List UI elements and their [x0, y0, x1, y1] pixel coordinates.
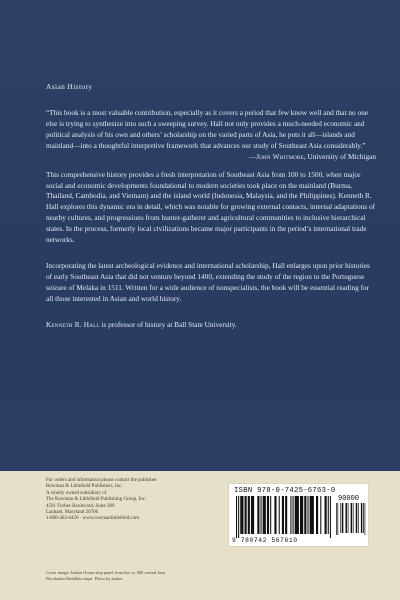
- barcode-bar: [365, 503, 366, 535]
- barcode-bar: [251, 496, 254, 534]
- barcode-bar: [238, 496, 239, 538]
- barcode-bar: [351, 503, 352, 533]
- barcode-bar: [340, 503, 341, 533]
- author-name: Kenneth R. Hall: [46, 319, 100, 329]
- barcode-bar: [300, 496, 303, 534]
- description-paragraph-1: This comprehensive history provides a fresh interpretation of Southeast Asia from 100 to 1500, when major social and economic developments foundational to modern societies took place on the mainland (Burma, Thailand, Cambodia, and Vietnam) and the island world (Indonesia, Malaysia, and the Philippines). Kenneth R. Hall explores this dynamic era in detail, which was notable for growing external contacts, internal adaptations of nearby cultures, and progressions from hunter-gatherer and agricultural communities to inclusive hierarchical states. In the process, formerly local civilizations became major participants in the period’s international trade networks.: [46, 169, 376, 245]
- publisher-line: 4501 Forbes Boulevard, Suite 200: [46, 503, 115, 509]
- barcode-bar: [330, 496, 331, 538]
- isbn-barcode: [228, 483, 369, 547]
- barcode-bar: [295, 496, 299, 534]
- publisher-line: The Rowman & Littlefield Publishing Group, Inc.: [46, 497, 147, 503]
- price-barcode-bars: [336, 503, 366, 535]
- barcode-bar: [285, 496, 287, 534]
- publisher-line: Lanham, Maryland 20706: [46, 510, 99, 516]
- barcode-bar: [279, 496, 280, 534]
- barcode-bar: [270, 496, 271, 534]
- publisher-info: [46, 478, 246, 523]
- publisher-line: A wholly owned subsidiary of: [46, 490, 107, 496]
- barcode-bar: [263, 496, 266, 534]
- ean-barcode-bars: [236, 496, 332, 538]
- barcode-bar: [348, 503, 349, 533]
- price-code: 90000: [338, 495, 360, 503]
- cover-image-credit: Cover image: Indian Ocean ship panel from the ca. 800 central Java Borobudur Buddhist stupa. Photo by author.: [46, 570, 166, 581]
- barcode-bar: [316, 496, 318, 534]
- publisher-line: Rowman & Littlefield Publishers, Inc.: [46, 484, 123, 490]
- barcode-bar: [293, 496, 294, 534]
- barcode-bar: [267, 496, 269, 534]
- isbn-label: ISBN 978-0-7425-6763-0: [234, 487, 336, 495]
- barcode-bar: [358, 503, 359, 533]
- description-paragraph-2: Incorporating the latest archeological evidence and international scholarship, Hall enlarges upon prior histories of early Southeast Asia that did not venture beyond 1400, extending the study of the region to the Portuguese seizure of Melaka in 1511. Written for a wide audience of nonspecialists, the book will be essential reading for all those interested in Asian and world history.: [46, 260, 370, 303]
- barcode-bar: [307, 496, 308, 534]
- barcode-bar: [325, 496, 327, 534]
- barcode-bar: [356, 503, 357, 533]
- publisher-line: For orders and information please contact the publisher: [46, 478, 157, 483]
- barcode-bar: [236, 496, 237, 538]
- publisher-line: 1-800-462-6420 · www.rowmanlittlefield.com: [46, 516, 139, 522]
- ean-digits: 9 780742 567610: [232, 537, 298, 544]
- category-label: Asian History: [46, 82, 93, 91]
- barcode-bar: [353, 503, 354, 533]
- barcode-bar: [328, 496, 329, 534]
- barcode-bar: [282, 496, 284, 534]
- author-bio-text: is professor of history at Ball State University.: [99, 319, 237, 329]
- barcode-bar: [290, 496, 291, 534]
- barcode-bar: [336, 503, 337, 535]
- barcode-bar: [240, 496, 243, 534]
- barcode-bar: [274, 496, 276, 534]
- barcode-bar: [248, 496, 250, 534]
- barcode-bar: [361, 503, 362, 533]
- barcode-bar: [304, 496, 306, 534]
- barcode-bar: [346, 503, 347, 533]
- barcode-bar: [245, 496, 247, 534]
- barcode-bar: [261, 496, 262, 534]
- attribution-dash: —: [248, 151, 257, 161]
- attribution-name: John Whitmore: [256, 151, 304, 161]
- quote-text: “This book is a most valuable contribution, especially as it covers a period that few know well and that no one else is trying to synthesize into such a sweeping survey. Hall not only provides a much-needed economic and political analysis of his own and others’ scholarship on the varied parts of Asia, he puts it all—islands and mainland—into a thoughtful interpretive framework that advances our study of Southeast Asia considerably.”: [46, 108, 368, 150]
- barcode-bar: [337, 503, 338, 535]
- attribution-affiliation: , University of Michigan: [303, 151, 376, 161]
- barcode-bar: [310, 496, 314, 534]
- author-bio: [46, 320, 376, 331]
- endorsement-quote: [46, 108, 376, 161]
- barcode-bar: [342, 503, 343, 533]
- cover-text-block: [46, 82, 376, 331]
- barcode-bar: [363, 503, 364, 533]
- barcode-bar: [257, 496, 259, 534]
- quote-attribution: [249, 152, 376, 163]
- barcode-bar: [320, 496, 321, 534]
